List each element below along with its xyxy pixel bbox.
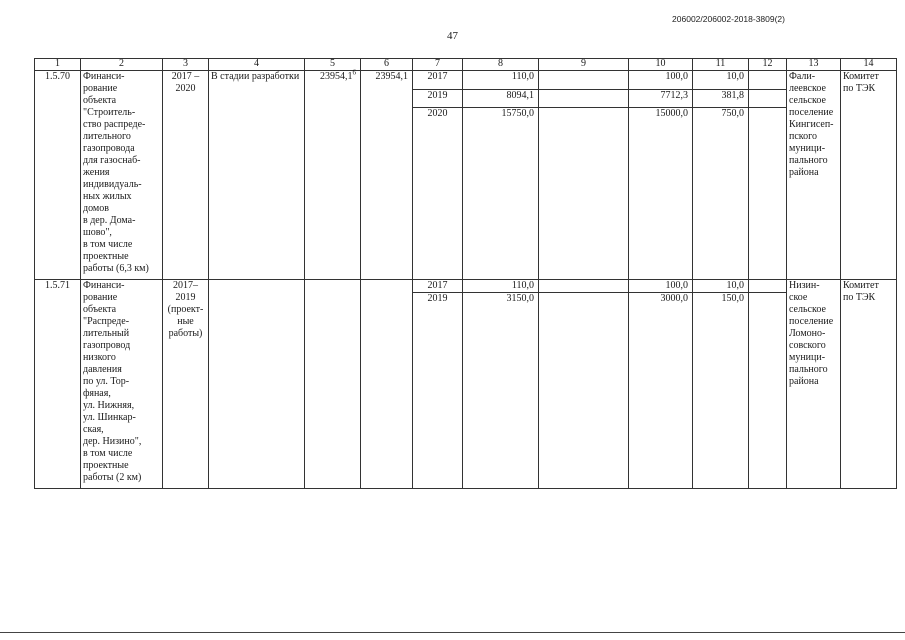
document-id: 206002/206002-2018-3809(2) — [672, 14, 785, 24]
project-status — [209, 280, 305, 489]
column-header: 2 — [81, 59, 163, 71]
amount-col10: 15000,0 — [629, 108, 693, 280]
cell-text-line: сельское — [789, 95, 826, 106]
amount-col11: 10,0 — [693, 71, 749, 90]
cell-text-line: поселение — [789, 316, 834, 327]
year-cell: 2020 — [413, 108, 463, 280]
total-cost: 23954,1$^6$ — [305, 71, 361, 280]
year-cell: 2017 — [413, 280, 463, 293]
cell-text-line: для газоснаб- — [83, 155, 141, 166]
amount-col8: 110,0 — [463, 280, 539, 293]
year-cell: 2019 — [413, 293, 463, 489]
amount-col10: 3000,0 — [629, 293, 693, 489]
amount-col12 — [749, 90, 787, 108]
amount-col12 — [749, 280, 787, 293]
amount-col11: 750,0 — [693, 108, 749, 280]
cell-text-line: жения — [83, 167, 110, 178]
cell-text-line: работы) — [168, 328, 203, 339]
cost-col6 — [361, 280, 413, 489]
table-row — [35, 280, 897, 293]
cell-text-line: леевское — [789, 83, 826, 94]
cell-text-line: пального — [789, 155, 828, 166]
cell-text-line: проектные — [83, 460, 129, 471]
amount-col12 — [749, 71, 787, 90]
project-status: В стадии разработки — [209, 71, 305, 280]
data-table — [34, 58, 897, 489]
amount-col8: 8094,1 — [463, 90, 539, 108]
cell-text-line: сельское — [789, 304, 826, 315]
amount-col10: 7712,3 — [629, 90, 693, 108]
cell-text-line: "Строитель- — [83, 107, 136, 118]
cell-text-line: поселение — [789, 107, 834, 118]
cost-col6: 23954,1 — [361, 71, 413, 280]
amount-col9 — [539, 108, 629, 280]
cell-text-line: по ТЭК — [843, 292, 876, 303]
cell-text-line: ская, — [83, 424, 104, 435]
cell-text-line: работы (6,3 км) — [83, 263, 149, 274]
cell-text-line: муници- — [789, 352, 826, 363]
cell-text-line: проектные — [83, 251, 129, 262]
cell-text-line: 2017– — [173, 280, 198, 291]
row-number: 1.5.70 — [35, 71, 81, 280]
cell-text-line: дер. Низино", — [83, 436, 142, 447]
executor — [787, 280, 841, 489]
column-number-row — [35, 59, 897, 71]
cell-text-line: индивидуаль- — [83, 179, 142, 190]
page-bottom-rule — [0, 632, 905, 633]
column-header: 8 — [463, 59, 539, 71]
cell-text-line: лительного — [83, 131, 131, 142]
responsible — [841, 71, 897, 280]
column-header: 13 — [787, 59, 841, 71]
cell-text-line: низкого — [83, 352, 116, 363]
cell-text-line: в дер. Дома- — [83, 215, 136, 226]
cell-text-line: Комитет — [843, 71, 879, 82]
cell-text-line: в том числе — [83, 448, 133, 459]
cell-text-line: работы (2 км) — [83, 472, 142, 483]
column-header: 4 — [209, 59, 305, 71]
table-row — [35, 71, 897, 90]
cell-text-line: Финанси- — [83, 71, 125, 82]
amount-col9 — [539, 280, 629, 293]
cell-text-line: (проект- — [167, 304, 204, 315]
year-cell: 2019 — [413, 90, 463, 108]
cell-text-line: Низин- — [789, 280, 820, 291]
amount-col10: 100,0 — [629, 280, 693, 293]
cell-text-line: по ТЭК — [843, 83, 876, 94]
project-name — [81, 71, 163, 280]
amount-col8: 110,0 — [463, 71, 539, 90]
column-header: 7 — [413, 59, 463, 71]
row-number: 1.5.71 — [35, 280, 81, 489]
amount-col8: 3150,0 — [463, 293, 539, 489]
cell-text-line: ул. Нижняя, — [83, 400, 135, 411]
amount-col9 — [539, 71, 629, 90]
cell-text-line: ство распреде- — [83, 119, 146, 130]
cell-text-line: объекта — [83, 304, 117, 315]
amount-col12 — [749, 293, 787, 489]
cell-text-line: ные — [177, 316, 194, 327]
cell-text-line: давления — [83, 364, 122, 375]
cell-text-line: Комитет — [843, 280, 879, 291]
cell-text-line: домов — [83, 203, 109, 214]
column-header: 14 — [841, 59, 897, 71]
total-cost — [305, 280, 361, 489]
executor — [787, 71, 841, 280]
cell-text-line: по ул. Тор- — [83, 376, 130, 387]
column-header: 1 — [35, 59, 81, 71]
page-number: 47 — [447, 30, 458, 42]
column-header: 5 — [305, 59, 361, 71]
column-header: 3 — [163, 59, 209, 71]
project-period: 2017 – 2020 — [163, 71, 209, 280]
cell-text-line: объекта — [83, 95, 117, 106]
amount-col8: 15750,0 — [463, 108, 539, 280]
responsible — [841, 280, 897, 489]
cell-text-line: "Распреде- — [83, 316, 130, 327]
cell-text-line: ных жилых — [83, 191, 132, 202]
cell-text-line: газопровода — [83, 143, 135, 154]
cell-text-line: рование — [83, 83, 118, 94]
amount-col9 — [539, 293, 629, 489]
cell-text-line: пского — [789, 131, 817, 142]
amount-col11: 150,0 — [693, 293, 749, 489]
column-header: 6 — [361, 59, 413, 71]
cell-text-line: лительный — [83, 328, 130, 339]
cell-text-line: района — [789, 167, 819, 178]
cell-text-line: района — [789, 376, 819, 387]
cell-text-line: Финанси- — [83, 280, 125, 291]
cell-text-line: Кингисеп- — [789, 119, 834, 130]
column-header: 9 — [539, 59, 629, 71]
cell-text-line: Фали- — [789, 71, 816, 82]
cell-text-line: ское — [789, 292, 808, 303]
project-period — [163, 280, 209, 489]
amount-col9 — [539, 90, 629, 108]
cell-text-line: шово", — [83, 227, 112, 238]
cell-text-line: Ломоно- — [789, 328, 826, 339]
cell-text-line: фяная, — [83, 388, 111, 399]
cell-text-line: совского — [789, 340, 826, 351]
amount-col11: 10,0 — [693, 280, 749, 293]
amount-col11: 381,8 — [693, 90, 749, 108]
cell-text-line: газопровод — [83, 340, 131, 351]
cell-text-line: 2019 — [175, 292, 196, 303]
cell-text-line: ул. Шинкар- — [83, 412, 136, 423]
amount-col10: 100,0 — [629, 71, 693, 90]
amount-col12 — [749, 108, 787, 280]
column-header: 12 — [749, 59, 787, 71]
cell-text-line: пального — [789, 364, 828, 375]
column-header: 10 — [629, 59, 693, 71]
cell-text-line: в том числе — [83, 239, 133, 250]
project-name — [81, 280, 163, 489]
cell-text-line: муници- — [789, 143, 826, 154]
cell-text-line: рование — [83, 292, 118, 303]
column-header: 11 — [693, 59, 749, 71]
year-cell: 2017 — [413, 71, 463, 90]
